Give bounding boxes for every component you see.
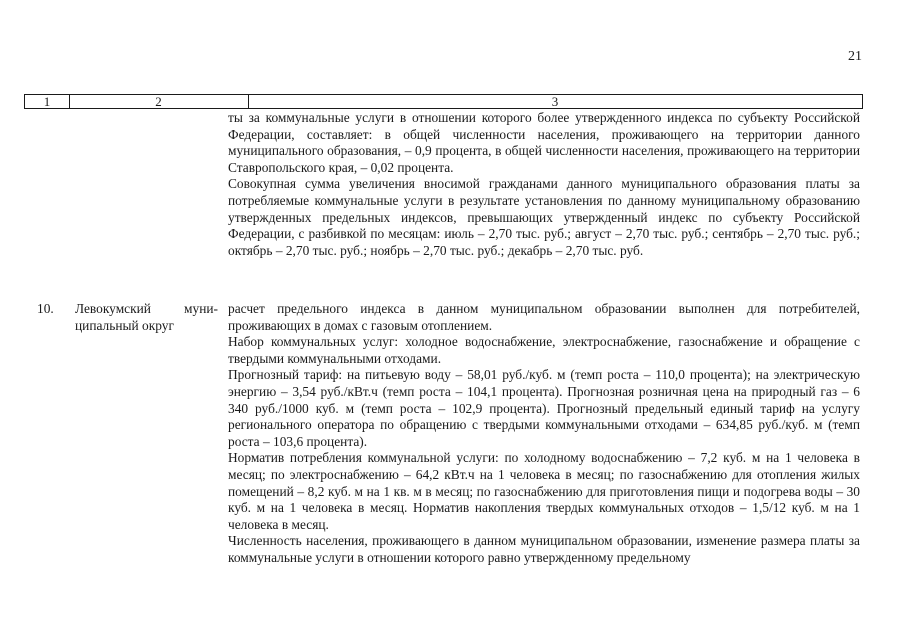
table-header-col2: 2 xyxy=(69,95,249,108)
paragraph: Норматив потребления коммунальной услуги: по холодному водоснабжению – 7,2 куб. м на 1 человека в месяц; по электроснабжению – 64,2 кВт.ч на 1 человека в месяц; по газоснабжению для отопления жилых помещений – 8,2 куб. м на 1 кв. м в месяц; по газоснабжению для приготовления пищи и подогрева воды – 30 куб. м на 1 человека в месяц. Норматив накопления твердых коммунальных отходов – 1,5/12 куб. м на 1 человека в месяц. xyxy=(228,450,860,532)
row-10-text-block xyxy=(228,301,860,567)
paragraph: Набор коммунальных услуг: холодное водоснабжение, электроснабжение, газоснабжение и обращение с твердыми коммунальными отходами. xyxy=(228,334,860,366)
table-header-col3: 3 xyxy=(551,94,559,109)
paragraph: Совокупная сумма увеличения вносимой гражданами данного муниципального образования платы за потребляемые коммунальные услуги в результате установления по данному муниципальному образованию утвержденных предельных индексов, превышающих утвержденный индекс по субъекту Российской Федерации, с разбивкой по месяцам: июль – 2,70 тыс. руб.; август – 2,70 тыс. руб.; сентябрь – 2,70 тыс. руб.; октябрь – 2,70 тыс. руб.; ноябрь – 2,70 тыс. руб.; декабрь – 2,70 тыс. руб. xyxy=(228,176,860,258)
table-header-col1: 1 xyxy=(25,95,70,108)
row-number: 10. xyxy=(37,301,54,316)
paragraph: ты за коммунальные услуги в отношении которого более утвержденного индекса по субъекту Российской Федерации, составляет: в общей численности населения, проживающего на территории данного муниципального образования, – 0,9 процента, в общей численности населения, проживающего на территории Ставропольского края, – 0,02 процента. xyxy=(228,110,860,175)
page-number: 21 xyxy=(848,49,862,64)
paragraph: Численность населения, проживающего в данном муниципальном образовании, изменение размера платы за коммунальные услуги в отношении которого равно утвержденному предельному xyxy=(228,533,860,565)
paragraph: Прогнозный тариф: на питьевую воду – 58,01 руб./куб. м (темп роста – 110,0 процента); на электрическую энергию – 3,54 руб./кВт.ч (темп роста – 104,1 процента). Прогнозная розничная цена на природный газ – 6 340 руб./1000 куб. м (темп роста – 102,9 процента). Прогнозный предельный единый тариф на услугу регионального оператора по обращению с твердыми коммунальными отходами – 634,85 руб./куб. м (темп роста – 103,6 процента). xyxy=(228,367,860,449)
municipality-name-line: ципальный округ xyxy=(75,317,174,333)
paragraph: расчет предельного индекса в данном муниципальном образовании выполнен для потребителей, проживающих в домах с газовым отоплением. xyxy=(228,301,860,333)
table-header-row xyxy=(24,94,863,109)
continued-text-block xyxy=(228,110,860,259)
municipality-name-line: Левокумский муни- xyxy=(75,301,218,316)
municipality-name xyxy=(75,301,218,334)
